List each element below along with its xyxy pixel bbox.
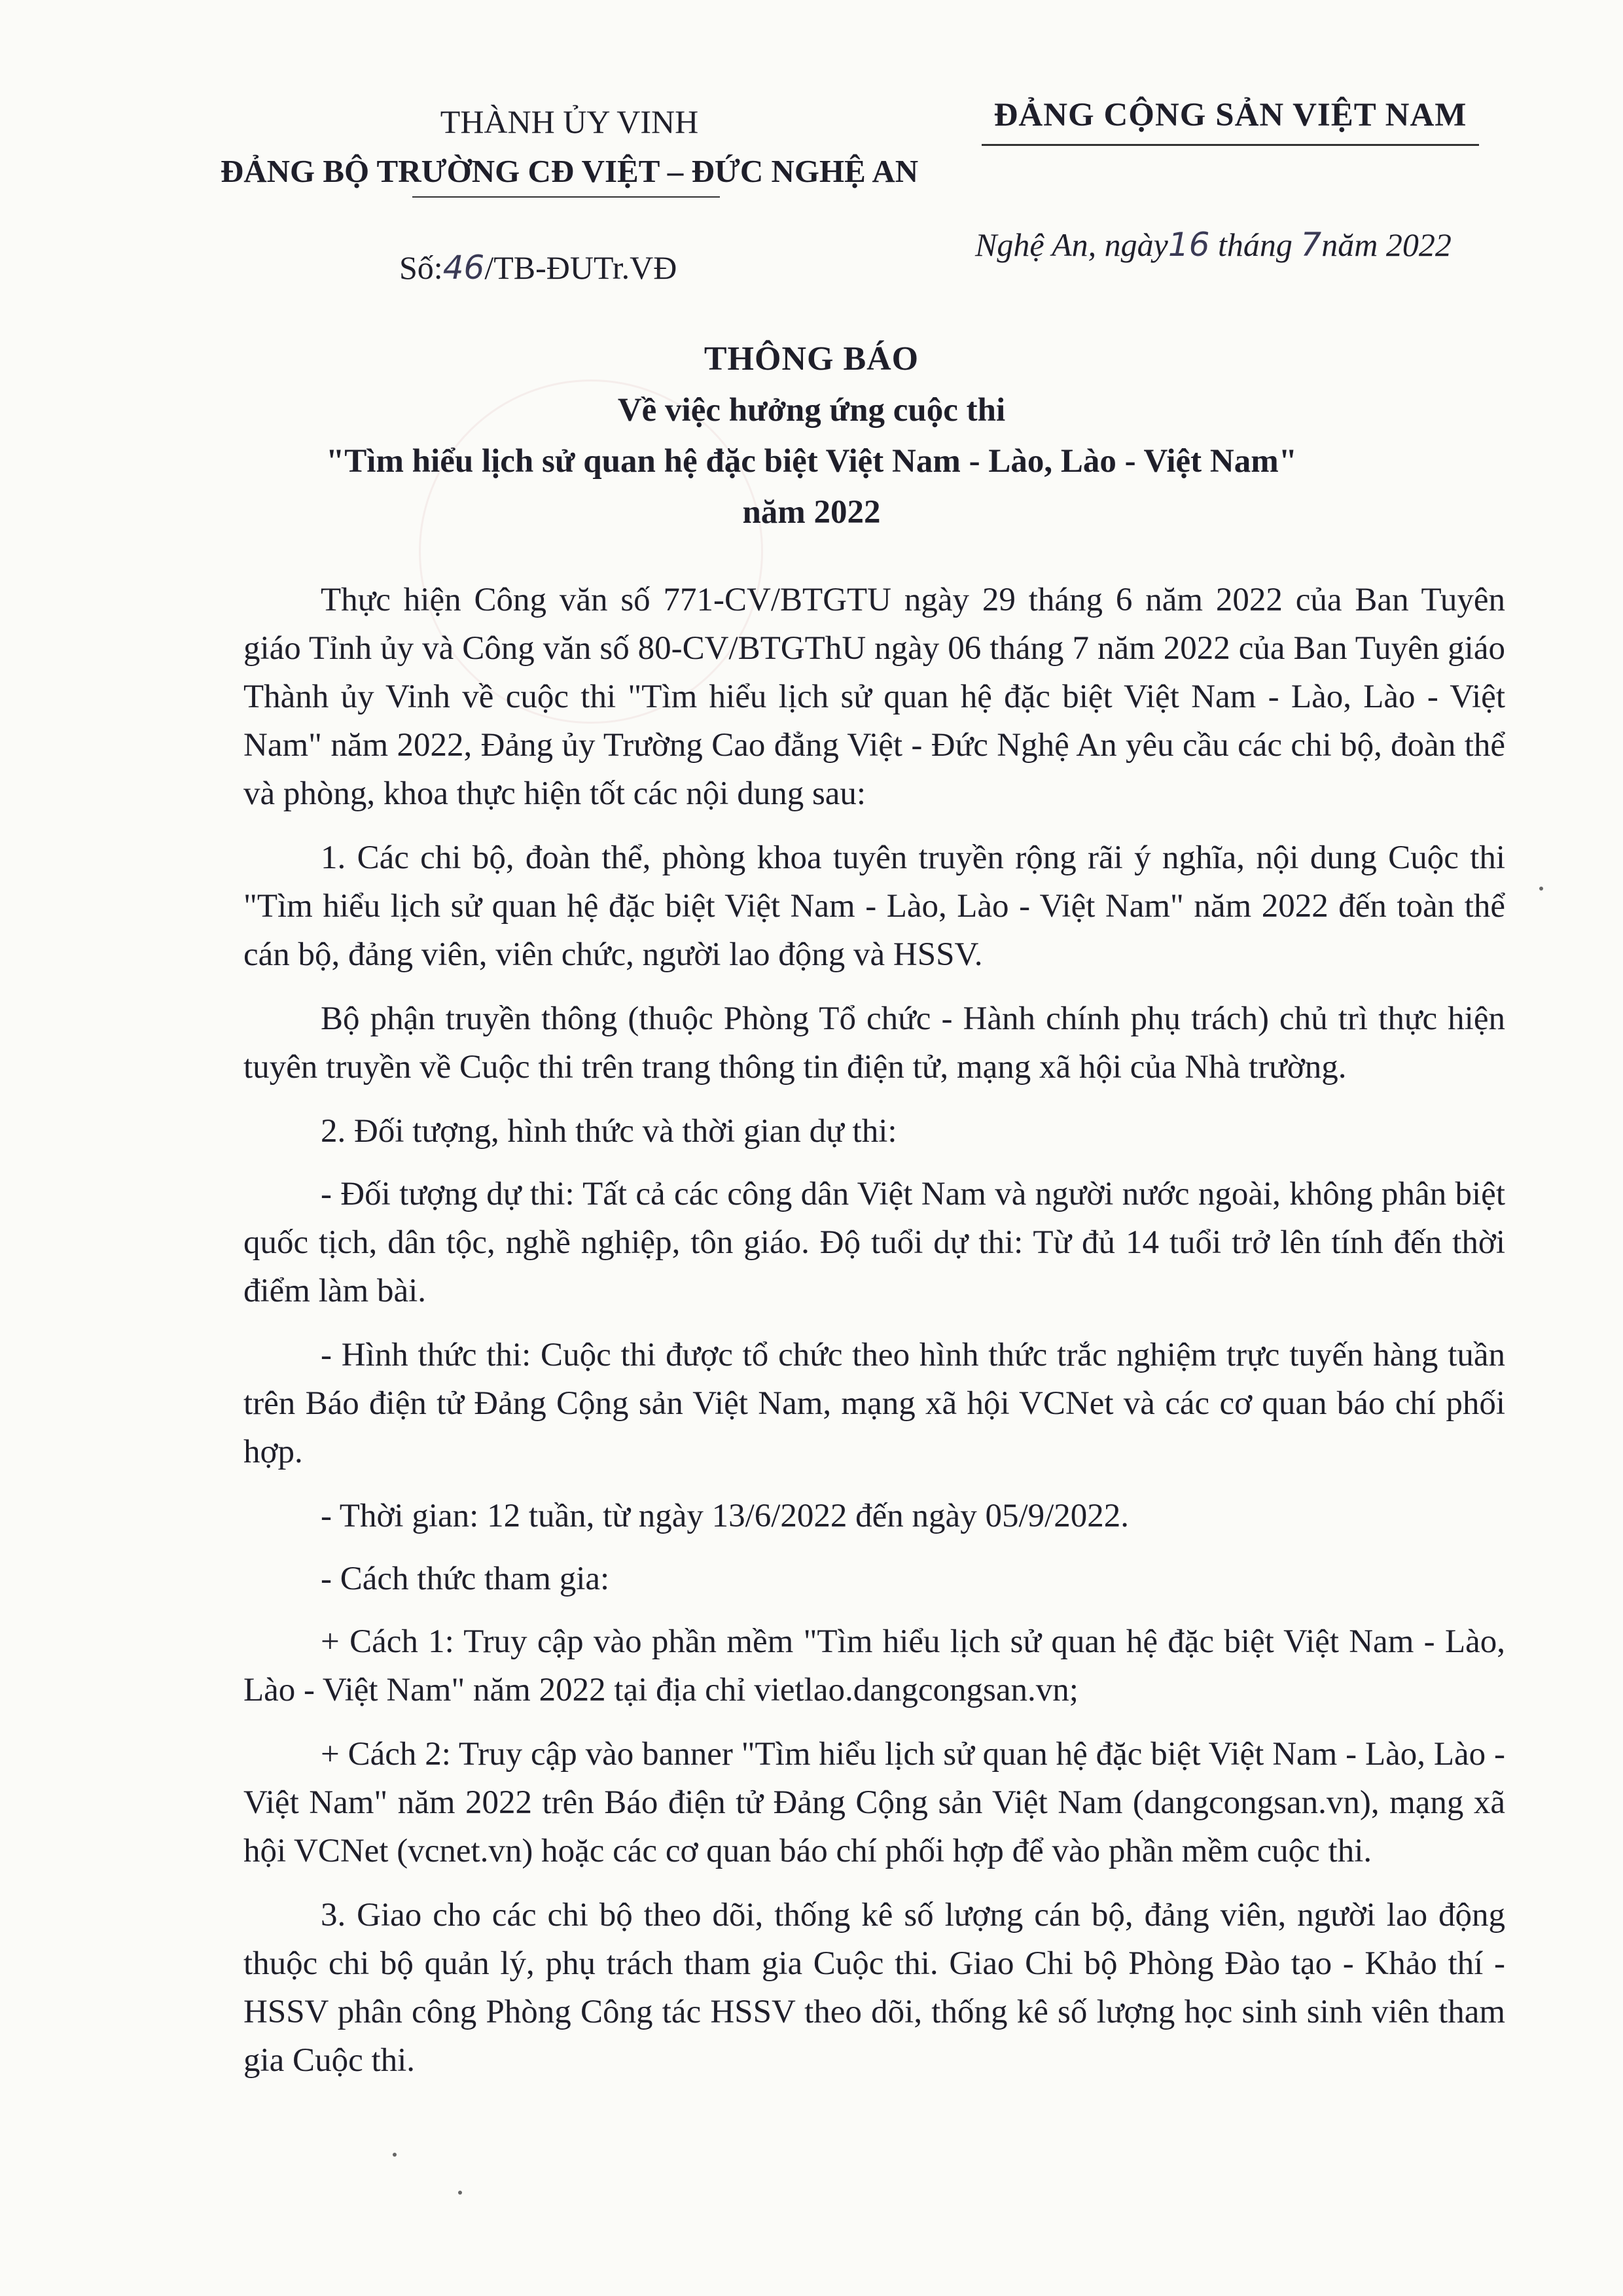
item-2c-paragraph: - Thời gian: 12 tuần, từ ngày 13/6/2022 đến ngày 05/9/2022. [321,1498,1130,1534]
party-heading [936,92,1525,146]
issuing-organization [177,98,962,198]
document-body [243,576,1505,2100]
date-day-handwritten: 16 [1168,226,1210,264]
title-line-3: "Tìm hiểu lịch sử quan hệ đặc biệt Việt Nam - Lào, Lào - Việt Nam" [325,443,1298,480]
place-label: Nghệ An, ngày [975,226,1168,263]
doc-number-suffix: /TB-ĐUTr.VĐ [484,249,677,286]
title-line-2: Về việc hưởng ứng cuộc thi [617,392,1006,429]
item-2a-paragraph: - Đối tượng dự thi: Tất cả các công dân Việt Nam và người nước ngoài, không phân biệt quốc tịch, dân tộc, nghề nghiệp, tôn giáo. Độ tuổi dự thi: Từ đủ 14 tuổi trở lên tính đến thời điểm làm bài. [243,1176,1505,1309]
scan-speck [1539,887,1543,891]
org-underline [412,196,720,198]
item-2b-paragraph: - Hình thức thi: Cuộc thi được tổ chức theo hình thức trắc nghiệm trực tuyến hàng tuần trên Báo điện tử Đảng Cộng sản Việt Nam, mạng xã hội VCNet và các cơ quan báo chí phối hợp. [243,1337,1505,1470]
item-2d1-paragraph: + Cách 1: Truy cập vào phần mềm "Tìm hiểu lịch sử quan hệ đặc biệt Việt Nam - Lào, Lào - Việt Nam" năm 2022 tại địa chỉ vietlao.dangcongsan.vn; [243,1623,1505,1708]
title-line-1: THÔNG BÁO [704,340,919,378]
org-line-1: THÀNH ỦY VINH [440,103,699,140]
org-line-2: ĐẢNG BỘ TRƯỜNG CĐ VIỆT – ĐỨC NGHỆ AN [220,153,919,189]
item-2-heading: 2. Đối tượng, hình thức và thời gian dự thi: [321,1113,897,1150]
item-1b-paragraph: Bộ phận truyền thông (thuộc Phòng Tổ chức - Hành chính phụ trách) chủ trì thực hiện tuyên truyền về Cuộc thi trên trang thông tin điện tử, mạng xã hội của Nhà trường. [243,1000,1505,1086]
item-2d2-paragraph: + Cách 2: Truy cập vào banner "Tìm hiểu lịch sử quan hệ đặc biệt Việt Nam - Lào, Lào - Việt Nam" năm 2022 trên Báo điện tử Đảng Cộng sản Việt Nam (dangcongsan.vn), mạng xã hội VCNet (vcnet.vn) hoặc các cơ quan báo chí phối hợp để vào phần mềm cuộc thi. [243,1736,1505,1869]
document-number [399,249,677,287]
party-name: ĐẢNG CỘNG SẢN VIỆT NAM [993,97,1467,133]
party-underline [982,144,1479,146]
month-label: tháng [1218,226,1293,263]
date-month-handwritten: 7 [1300,226,1322,264]
scan-speck [393,2153,397,2157]
item-2d-paragraph: - Cách thức tham gia: [321,1561,610,1597]
place-and-date [975,226,1452,264]
doc-number-handwritten: 46 [442,249,485,287]
year-label: năm 2022 [1321,226,1452,263]
scan-speck [458,2191,462,2195]
intro-paragraph: Thực hiện Công văn số 771-CV/BTGTU ngày 29 tháng 6 năm 2022 của Ban Tuyên giáo Tỉnh ủy và Công văn số 80-CV/BTGThU ngày 06 tháng 7 năm 2022 của Ban Tuyên giáo Thành ủy Vinh về cuộc thi "Tìm hiểu lịch sử quan hệ đặc biệt Việt Nam - Lào, Lào - Việt Nam" năm 2022, Đảng ủy Trường Cao đẳng Việt - Đức Nghệ An yêu cầu các chi bộ, đoàn thể và phòng, khoa thực hiện tốt các nội dung sau: [243,582,1505,812]
document-title [0,334,1623,538]
doc-number-prefix: Số: [399,249,443,286]
item-3-paragraph: 3. Giao cho các chi bộ theo dõi, thống kê số lượng cán bộ, đảng viên, người lao động thuộc chi bộ quản lý, phụ trách tham gia Cuộc thi. Giao Chi bộ Phòng Đào tạo - Khảo thí - HSSV phân công Phòng Công tác HSSV theo dõi, thống kê số lượng học sinh sinh viên tham gia Cuộc thi. [243,1897,1505,2079]
title-line-4: năm 2022 [742,494,881,531]
item-1-paragraph: 1. Các chi bộ, đoàn thể, phòng khoa tuyên truyền rộng rãi ý nghĩa, nội dung Cuộc thi "Tìm hiểu lịch sử quan hệ đặc biệt Việt Nam - Lào, Lào - Việt Nam" năm 2022 đến toàn thể cán bộ, đảng viên, viên chức, người lao động và HSSV. [243,839,1505,973]
